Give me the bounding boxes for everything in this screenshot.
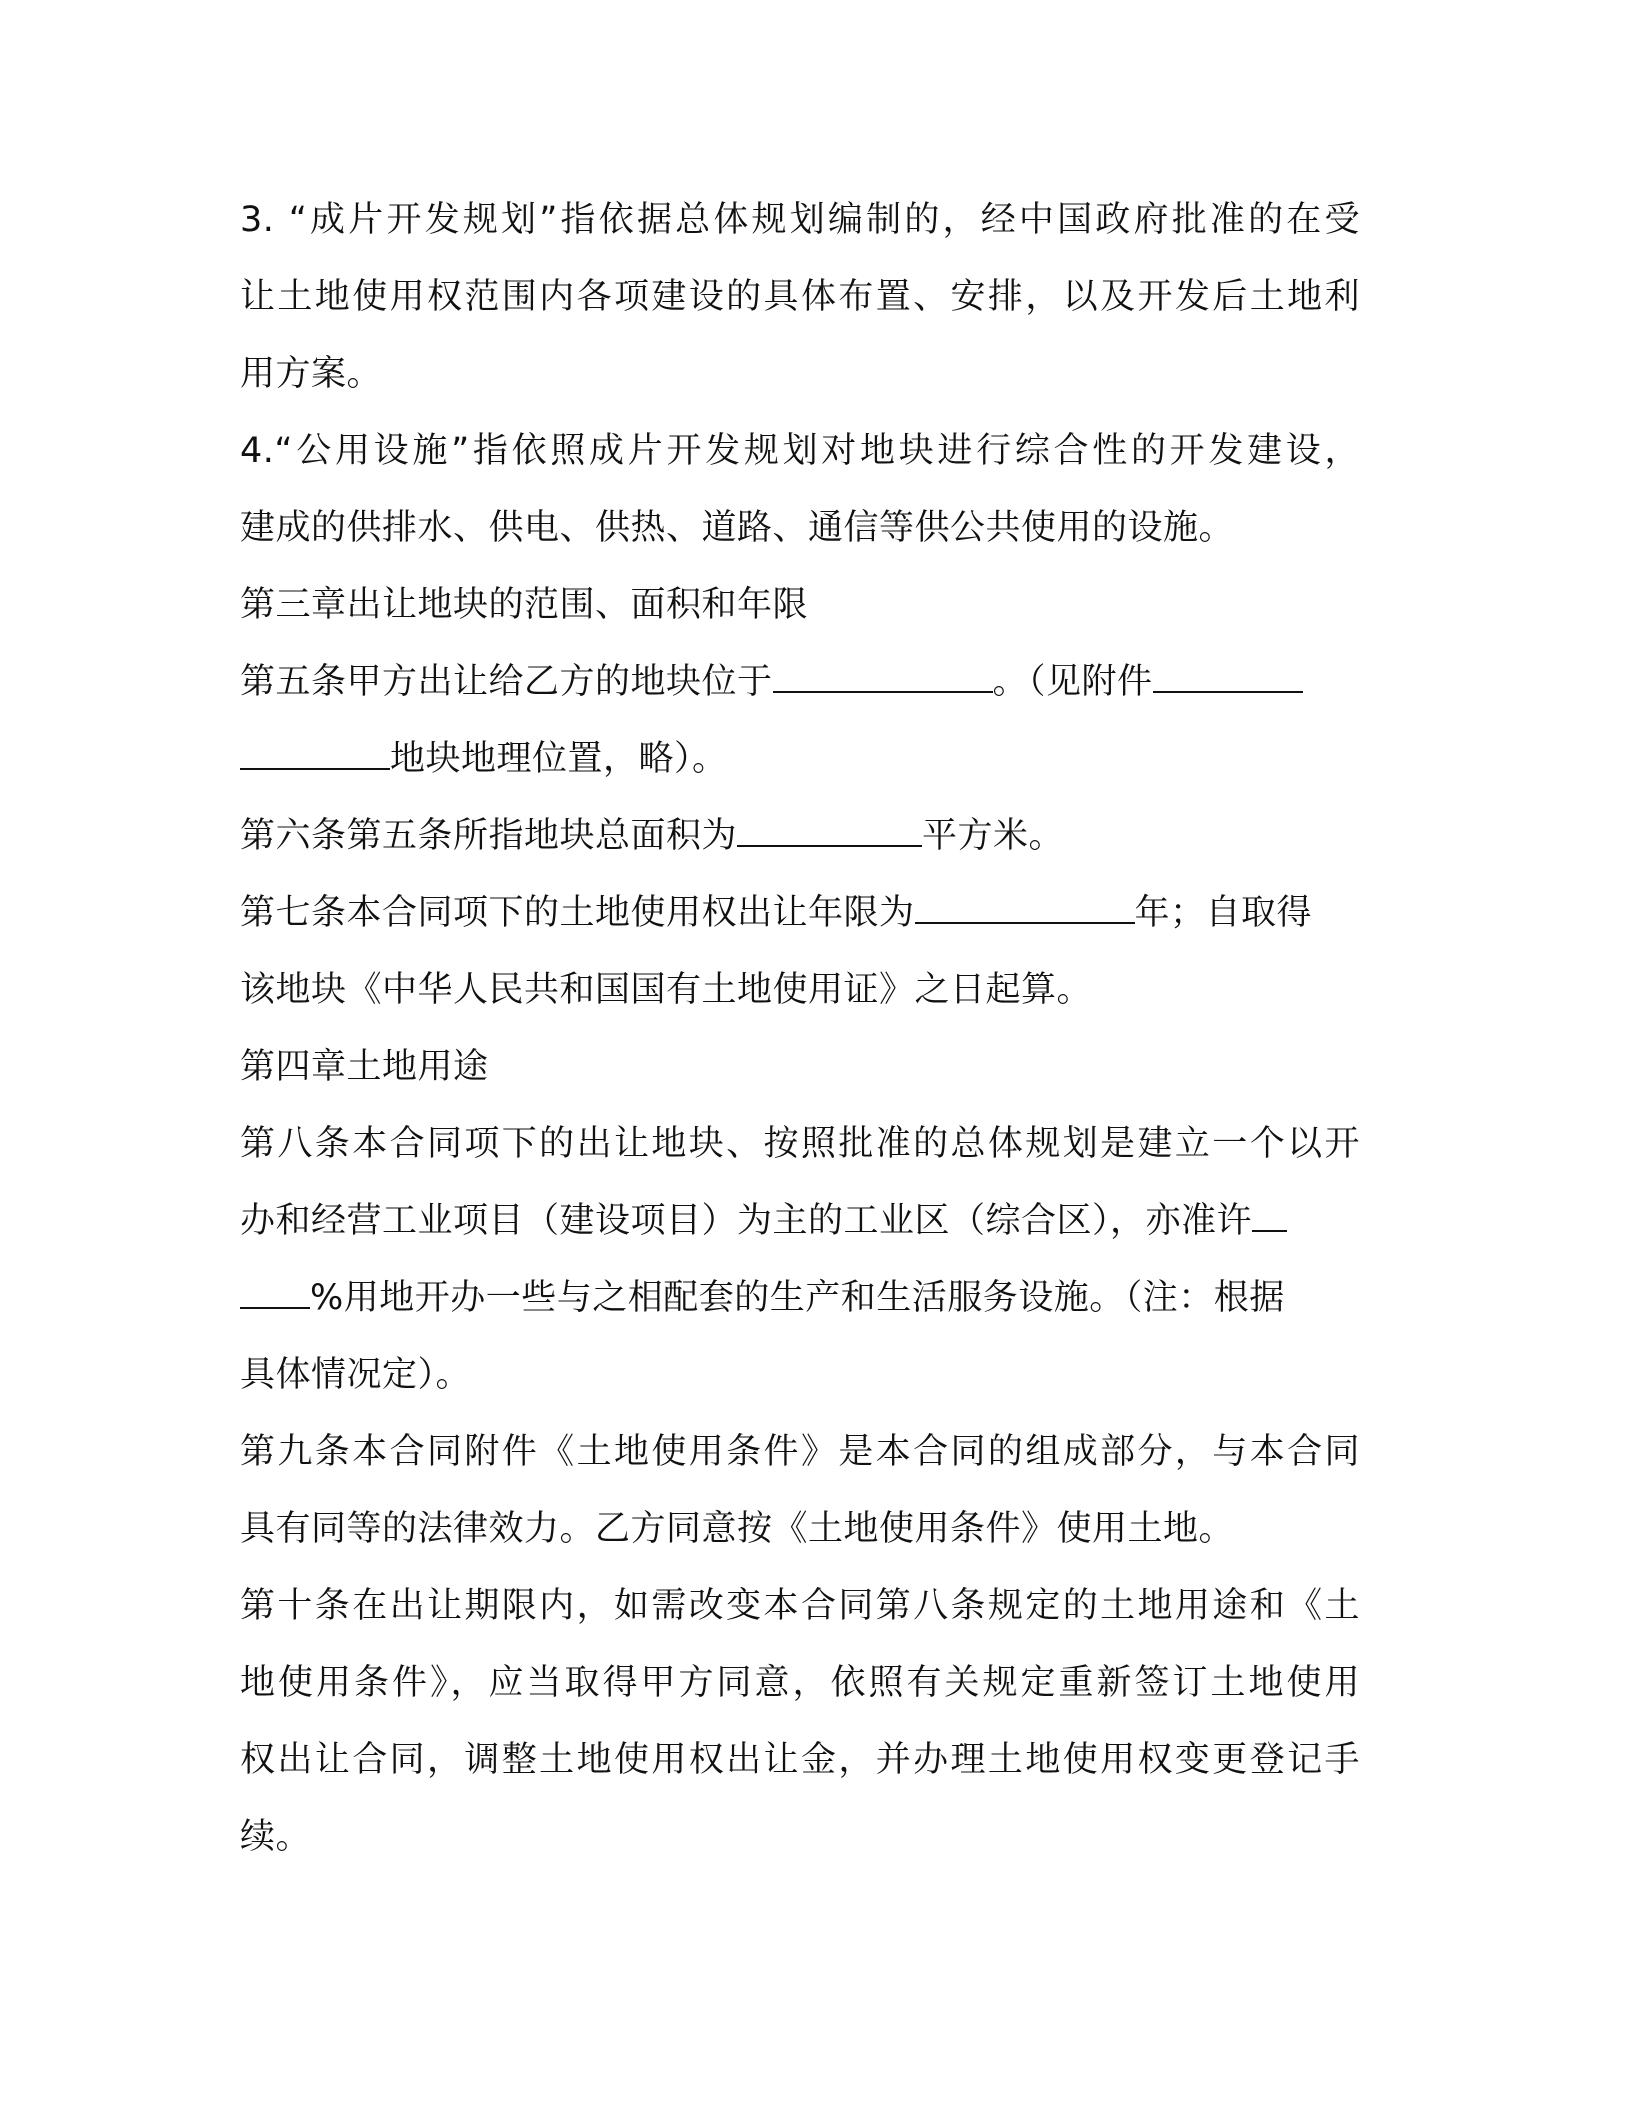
text-line: 4.“公用设施”指依照成片开发规划对地块进行综合性的开发建设，	[240, 431, 1360, 471]
fill-blank	[1153, 661, 1303, 693]
fill-blank	[773, 661, 993, 693]
text-line: 用方案。	[240, 354, 383, 394]
fill-blank	[240, 1277, 310, 1309]
text-segment: 第七条本合同项下的土地使用权出让年限为	[240, 893, 915, 933]
text-line	[240, 644, 1360, 721]
text-segment: 办和经营工业项目（建设项目）为主的工业区（综合区），亦准许	[240, 1201, 1253, 1241]
text-line	[240, 1260, 1360, 1337]
text-line: 该地块《中华人民共和国国有土地使用证》之日起算。	[240, 970, 1093, 1010]
text-line: 3. “成片开发规划”指依据总体规划编制的，经中国政府批准的在受	[240, 200, 1360, 240]
text-segment: 第六条第五条所指地块总面积为	[240, 816, 738, 856]
fill-blank	[737, 815, 922, 847]
text-line: 第八条本合同项下的出让地块、按照批准的总体规划是建立一个以开	[240, 1124, 1360, 1164]
fill-blank	[915, 892, 1135, 924]
text-line: 权出让合同，调整土地使用权出让金，并办理土地使用权变更登记手	[240, 1740, 1360, 1780]
text-line: 第十条在出让期限内，如需改变本合同第八条规定的土地用途和《土	[240, 1586, 1360, 1626]
text-line	[240, 875, 1360, 952]
text-segment: %用地开办一些与之相配套的生产和生活服务设施。（注：根据	[310, 1278, 1285, 1318]
document-page	[240, 182, 1360, 1876]
text-line: 具有同等的法律效力。乙方同意按《土地使用条件》使用土地。	[240, 1509, 1235, 1549]
text-segment: 第五条甲方出让给乙方的地块位于	[240, 662, 773, 702]
fill-blank	[240, 738, 390, 770]
text-line: 让土地使用权范围内各项建设的具体布置、安排，以及开发后土地利	[240, 277, 1360, 317]
text-line: 第九条本合同附件《土地使用条件》是本合同的组成部分，与本合同	[240, 1432, 1360, 1472]
text-segment: 。（见附件	[992, 662, 1153, 702]
chapter-heading: 第三章出让地块的范围、面积和年限	[240, 585, 809, 625]
text-line: 地使用条件》，应当取得甲方同意，依照有关规定重新签订土地使用	[240, 1663, 1360, 1703]
text-line: 建成的供排水、供电、供热、道路、通信等供公共使用的设施。	[240, 508, 1235, 548]
text-segment: 地块地理位置，略）。	[390, 739, 728, 779]
text-line	[240, 721, 1360, 798]
text-line	[240, 798, 1360, 875]
text-line: 具体情况定）。	[240, 1355, 472, 1395]
fill-blank	[1252, 1200, 1287, 1232]
text-segment: 年；自取得	[1134, 893, 1313, 933]
text-segment: 平方米。	[922, 816, 1065, 856]
chapter-heading: 第四章土地用途	[240, 1047, 489, 1087]
text-line: 续。	[240, 1817, 312, 1857]
text-line	[240, 1183, 1360, 1260]
